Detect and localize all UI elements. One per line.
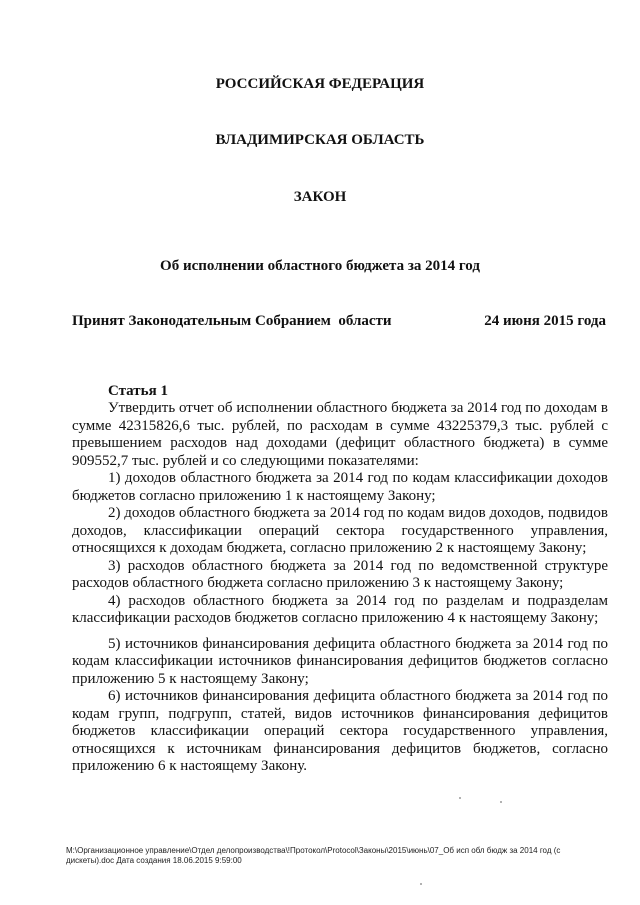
adopted-by: Принят Законодательным Собранием области xyxy=(72,313,392,329)
scan-speck xyxy=(500,801,502,803)
article-title: Статья 1 xyxy=(108,383,168,399)
article-intro: Утвердить отчет об исполнении областного бюджета за 2014 год по доходам в сумме 42315826,6 тыс. рублей, по расходам в сумме 43225379,3 тыс. рублей с превышением расходов над доходами (дефицит областного бюджета) в сумме 909552,7 тыс. рублей и со следующими показателями: xyxy=(72,400,608,469)
country-heading: РОССИЙСКАЯ ФЕДЕРАЦИЯ xyxy=(215,76,425,92)
list-item: 6) источников финансирования дефицита областного бюджета за 2014 год по кодам групп, подгрупп, статей, видов источников финансирования дефицитов бюджетов классификации операций сектора государственного управления, относящихся к источникам финансирования дефицитов бюджетов, согласно приложению 6 к настоящему Закону. xyxy=(72,688,608,774)
scan-speck xyxy=(420,883,422,885)
scan-speck xyxy=(459,797,461,799)
list-item: 2) доходов областного бюджета за 2014 год по кодам видов доходов, подвидов доходов, классификации операций сектора государственного управления, относящихся к доходам бюджета, согласно приложению 2 к настоящему Закону; xyxy=(72,505,608,556)
list-item: 1) доходов областного бюджета за 2014 год по кодам классификации доходов бюджетов согласно приложению 1 к настоящему Закону; xyxy=(72,470,608,504)
adoption-line xyxy=(72,313,606,330)
region-heading: ВЛАДИМИРСКАЯ ОБЛАСТЬ xyxy=(215,132,425,148)
list-item: 4) расходов областного бюджета за 2014 год по разделам и подразделам классификации расходов бюджетов согласно приложению 4 к настоящему Закону; xyxy=(72,592,608,626)
adoption-date: 24 июня 2015 года xyxy=(484,313,606,329)
list-item: 5) источников финансирования дефицита областного бюджета за 2014 год по кодам классификации источников финансирования дефицитов бюджетов согласно приложению 5 к настоящему Закону; xyxy=(72,635,608,687)
article-body xyxy=(72,400,608,776)
file-path-footer: M:\Организационное управление\Отдел делопроизводства\!Протокол\Protocol\Законы\2015\июнь\07_Об исп обл бюдж за 2014 год (с дискеты).doc Дата создания 18.06.2015 9:59:00 xyxy=(66,846,561,865)
list-item: 3) расходов областного бюджета за 2014 год по ведомственной структуре расходов областного бюджета согласно приложению 3 к настоящему Закону; xyxy=(72,557,608,591)
doc-type-heading: ЗАКОН xyxy=(293,189,347,205)
law-title: Об исполнении областного бюджета за 2014 год xyxy=(160,258,480,274)
